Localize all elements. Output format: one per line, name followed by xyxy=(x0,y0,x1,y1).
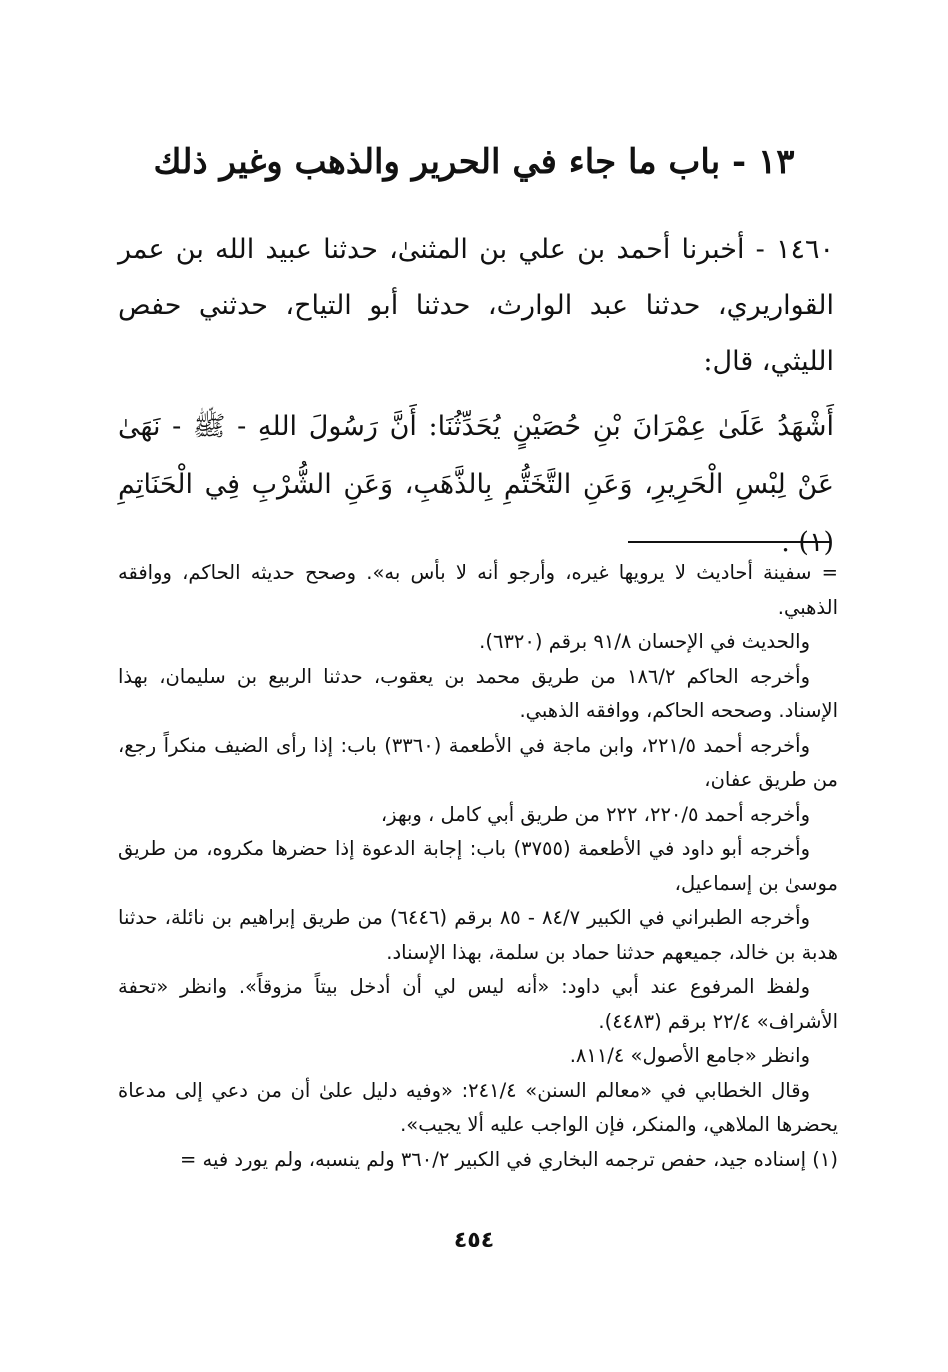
footnotes xyxy=(118,556,838,1177)
footnote-line: وأخرجه الطبراني في الكبير ٨٤/٧ - ٨٥ برقم (٦٤٤٦) من طريق إبراهيم بن نائلة، حدثنا هدبة بن خالد، جميعهم حدثنا حماد بن سلمة، بهذا الإسناد. xyxy=(118,906,838,964)
hadith-isnad: ١٤٦٠ - أخبرنا أحمد بن علي بن المثنىٰ، حدثنا عبيد الله بن عمر القواريري، حدثنا عبد الوارث، حدثنا أبو التياح، حدثني حفص الليثي، قال: xyxy=(118,234,834,377)
footnote-continuation: = سفينة أحاديث لا يرويها غيره، وأرجو أنه لا بأس به». وصحح حديثه الحاكم، ووافقه الذهبي. xyxy=(118,561,838,619)
footnote-line: وقال الخطابي في «معالم السنن» ٢٤١/٤: «وفيه دليل علىٰ أن من دعي إلى مدعاة يحضرها الملاهي، والمنكر، فإن الواجب عليه ألا يجيب». xyxy=(118,1078,838,1136)
footnote-line: ولفظ المرفوع عند أبي داود: «أنه ليس لي أن أدخل بيتاً مزوقاً». وانظر «تحفة الأشراف» ٢٢/٤ برقم (٤٤٨٣). xyxy=(118,975,838,1033)
footnote-line: والحديث في الإحسان ٩١/٨ برقم (٦٣٢٠). xyxy=(479,630,810,653)
chapter-title: ١٣ - باب ما جاء في الحرير والذهب وغير ذلك xyxy=(153,142,795,182)
footnote-line: وأخرجه أبو داود في الأطعمة (٣٧٥٥) باب: إجابة الدعوة إذا حضرها مكروه، من طريق موسىٰ بن إسماعيل، xyxy=(118,837,838,895)
footnote-separator xyxy=(628,541,830,543)
footnote-line: وأخرجه أحمد ٢٢٠/٥، ٢٢٢ من طريق أبي كامل ، وبهز، xyxy=(380,802,810,826)
footnote-line: وأخرجه أحمد ٢٢١/٥، وابن ماجة في الأطعمة (٣٣٦٠) باب: إذا رأى الضيف منكراً رجع، من طريق عفان، xyxy=(118,733,838,791)
page-number: ٤٥٤ xyxy=(453,1228,495,1253)
footnote-line: وأخرجه الحاكم ١٨٦/٢ من طريق محمد بن يعقوب، حدثنا الربيع بن سليمان، بهذا الإسناد. وصححه الحاكم، ووافقه الذهبي. xyxy=(118,664,838,722)
hadith-matn: أَشْهَدُ عَلَىٰ عِمْرَانَ بْنِ حُصَيْنٍ يُحَدِّثُنَا: أَنَّ رَسُولَ اللهِ - ﷺ - نَهَىٰ عَنْ لِبْسِ الْحَرِيرِ، وَعَنِ التَّخَتُّمِ بِالذَّهَبِ، وَعَنِ الشُّرْبِ فِي الْحَنَاتِمِ (١) . xyxy=(118,411,834,558)
footnote-1: (١) إسناده جيد، حفص ترجمه البخاري في الكبير ٣٦٠/٢ ولم ينسبه، ولم يورد فيه = xyxy=(180,1147,838,1171)
footnote-line: وانظر «جامع الأصول» ٨١١/٤. xyxy=(569,1044,810,1067)
